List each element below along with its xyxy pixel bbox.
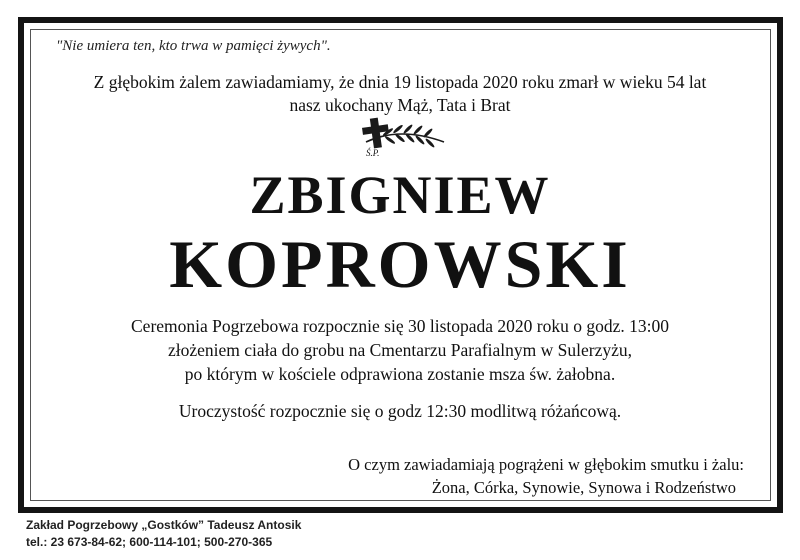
ceremony-line-2: złożeniem ciała do grobu na Cmentarzu Parafialnym w Sulerzyżu, <box>167 340 633 360</box>
ceremony-line-3: po którym w kościele odprawiona zostanie msza św. żałobna. <box>184 364 616 384</box>
mourners-line-2: Żona, Córka, Synowie, Synowa i Rodzeństwo <box>431 478 736 497</box>
deceased-first-name: ZBIGNIEW <box>249 165 551 225</box>
announcement-intro <box>0 71 800 117</box>
intro-line-1: Z głębokim żalem zawiadamiamy, że dnia 19 listopada 2020 roku zmarł w wieku 54 lat <box>93 72 707 92</box>
funeral-home-phones: tel.: 23 673-84-62; 600-114-101; 500-270-365 <box>26 535 273 549</box>
funeral-home-footer <box>26 517 301 551</box>
sp-label: Ś.P. <box>366 148 380 158</box>
mourners-line-1: O czym zawiadamiają pogrążeni w głębokim smutku i żalu: <box>348 455 744 474</box>
ceremony-line-1: Ceremonia Pogrzebowa rozpocznie się 30 listopada 2020 roku o godz. 13:00 <box>131 316 669 336</box>
intro-line-2: nasz ukochany Mąż, Tata i Brat <box>289 95 511 115</box>
rosary-notice: Uroczystość rozpocznie się o godz 12:30 modlitwą różańcową. <box>178 401 622 421</box>
deceased-last-name: KOPROWSKI <box>169 226 631 302</box>
ceremony-details <box>0 314 800 386</box>
motto-quote: "Nie umiera ten, kto trwa w pamięci żywych". <box>56 38 331 54</box>
mourners-block <box>348 453 744 499</box>
funeral-home-name: Zakład Pogrzebowy „Gostków” Tadeusz Antosik <box>26 518 302 532</box>
